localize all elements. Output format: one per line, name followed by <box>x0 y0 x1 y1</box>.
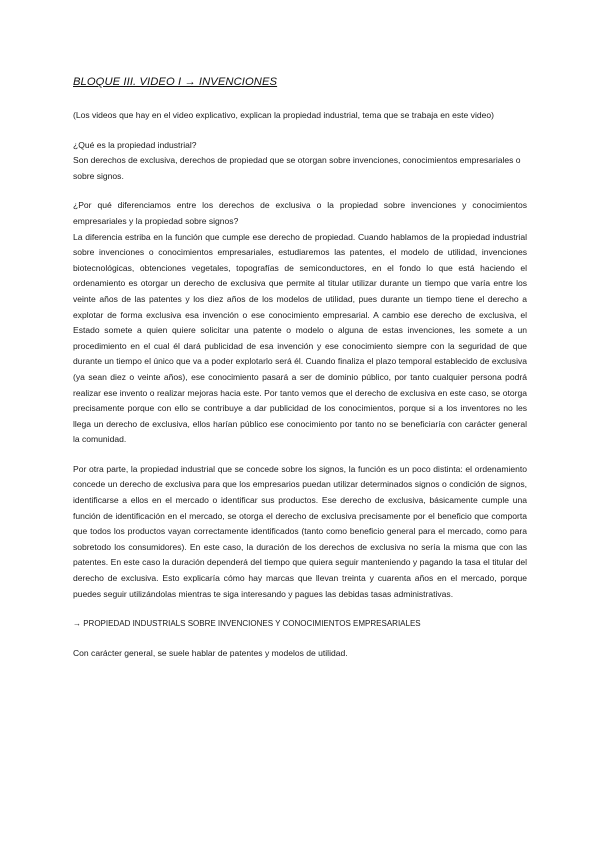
paragraph-signs: Por otra parte, la propiedad industrial que se concede sobre los signos, la función es un poco distinta: el ordenamiento concede un derecho de exclusiva para que los empresarios puedan utilizar determinados signos o condición de signos, identificarse a ellos en el mercado o identificar sus productos. Ese derecho de exclusiva, básicamente cumple una función de identificación en el mercado, se otorga el derecho de exclusiva precisamente por el beneficio que comporta que todos los productos vayan correctamente identificados (tanto como beneficio general para el mercado, como para sobretodo los consumidores). En este caso, la duración de los derechos de exclusiva no sería la misma que con las patentes. En este caso la duración dependerá del tiempo que quiera seguir manteniendo y pagando la tasa el titular del derecho de exclusiva. Esto explicaría cómo hay marcas que llevan treinta y cuarenta años en el mercado, porque puedes seguir utilizándolas mientras te siga interesando y pagues las debidas tasas administrativas. <box>73 463 527 599</box>
answer-1: Son derechos de exclusiva, derechos de propiedad que se otorgan sobre invenciones, conocimientos empresariales o sobre signos. <box>73 155 521 181</box>
document-body <box>73 76 527 661</box>
document-title: BLOQUE III. VIDEO I → INVENCIONES <box>73 76 278 88</box>
closing-paragraph: Con carácter general, se suele hablar de patentes y modelos de utilidad. <box>73 647 348 658</box>
question-1: ¿Qué es la propiedad industrial? <box>73 139 197 150</box>
question-block-2 <box>73 198 527 448</box>
section-heading: → PROPIEDAD INDUSTRIALS SOBRE INVENCIONES Y CONOCIMIENTOS EMPRESARIALES <box>73 619 421 629</box>
question-2: ¿Por qué diferenciamos entre los derechos de exclusiva o la propiedad sobre invenciones y conocimientos empresariales y la propiedad sobre signos? <box>73 200 527 226</box>
question-block-1 <box>73 138 527 185</box>
answer-2: La diferencia estriba en la función que cumple ese derecho de propiedad. Cuando hablamos de la propiedad industrial sobre invenciones o conocimientos empresariales, estudiaremos las patentes, el modelo de utilidad, invenciones biotecnológicas, obtenciones vegetales, topografías de semiconductores, en el fondo lo que está haciendo el ordenamiento es otorgar un derecho de exclusiva que permite al titular utilizar durante un tiempo que varía entre los veinte años de las patentes y los diez años de los modelos de utilidad, pues durante un tiempo tiene el derecho a explotar de forma exclusiva esa invención o ese conocimiento empresarial. A cambio ese derecho de exclusiva, el Estado somete a quien quiere solicitar una patente o modelo o alguna de estas invenciones, les somete a un procedimiento en el cual él dará publicidad de esa invención y ese conocimiento siempre con la seguridad de que durante un tiempo el único que va a poder explotarlo será él. Cuando finaliza el plazo temporal establecido de exclusiva (ya sean diez o veinte años), ese conocimiento pasará a ser de dominio público, por tanto cualquier persona podrá realizar ese invento o realizar mejoras hacia este. Por tanto vemos que el derecho de exclusiva en este caso, se otorga precisamente porque con ello se contribuye a dar publicidad de los conocimientos, porque si a los inventores no les llega un derecho de exclusiva, ellos harían público ese conocimiento por tanto no se beneficiaría con carácter general la comunidad. <box>73 231 527 445</box>
intro-note: (Los videos que hay en el video explicativo, explican la propiedad industrial, tema que se trabaja en este video) <box>73 110 494 120</box>
